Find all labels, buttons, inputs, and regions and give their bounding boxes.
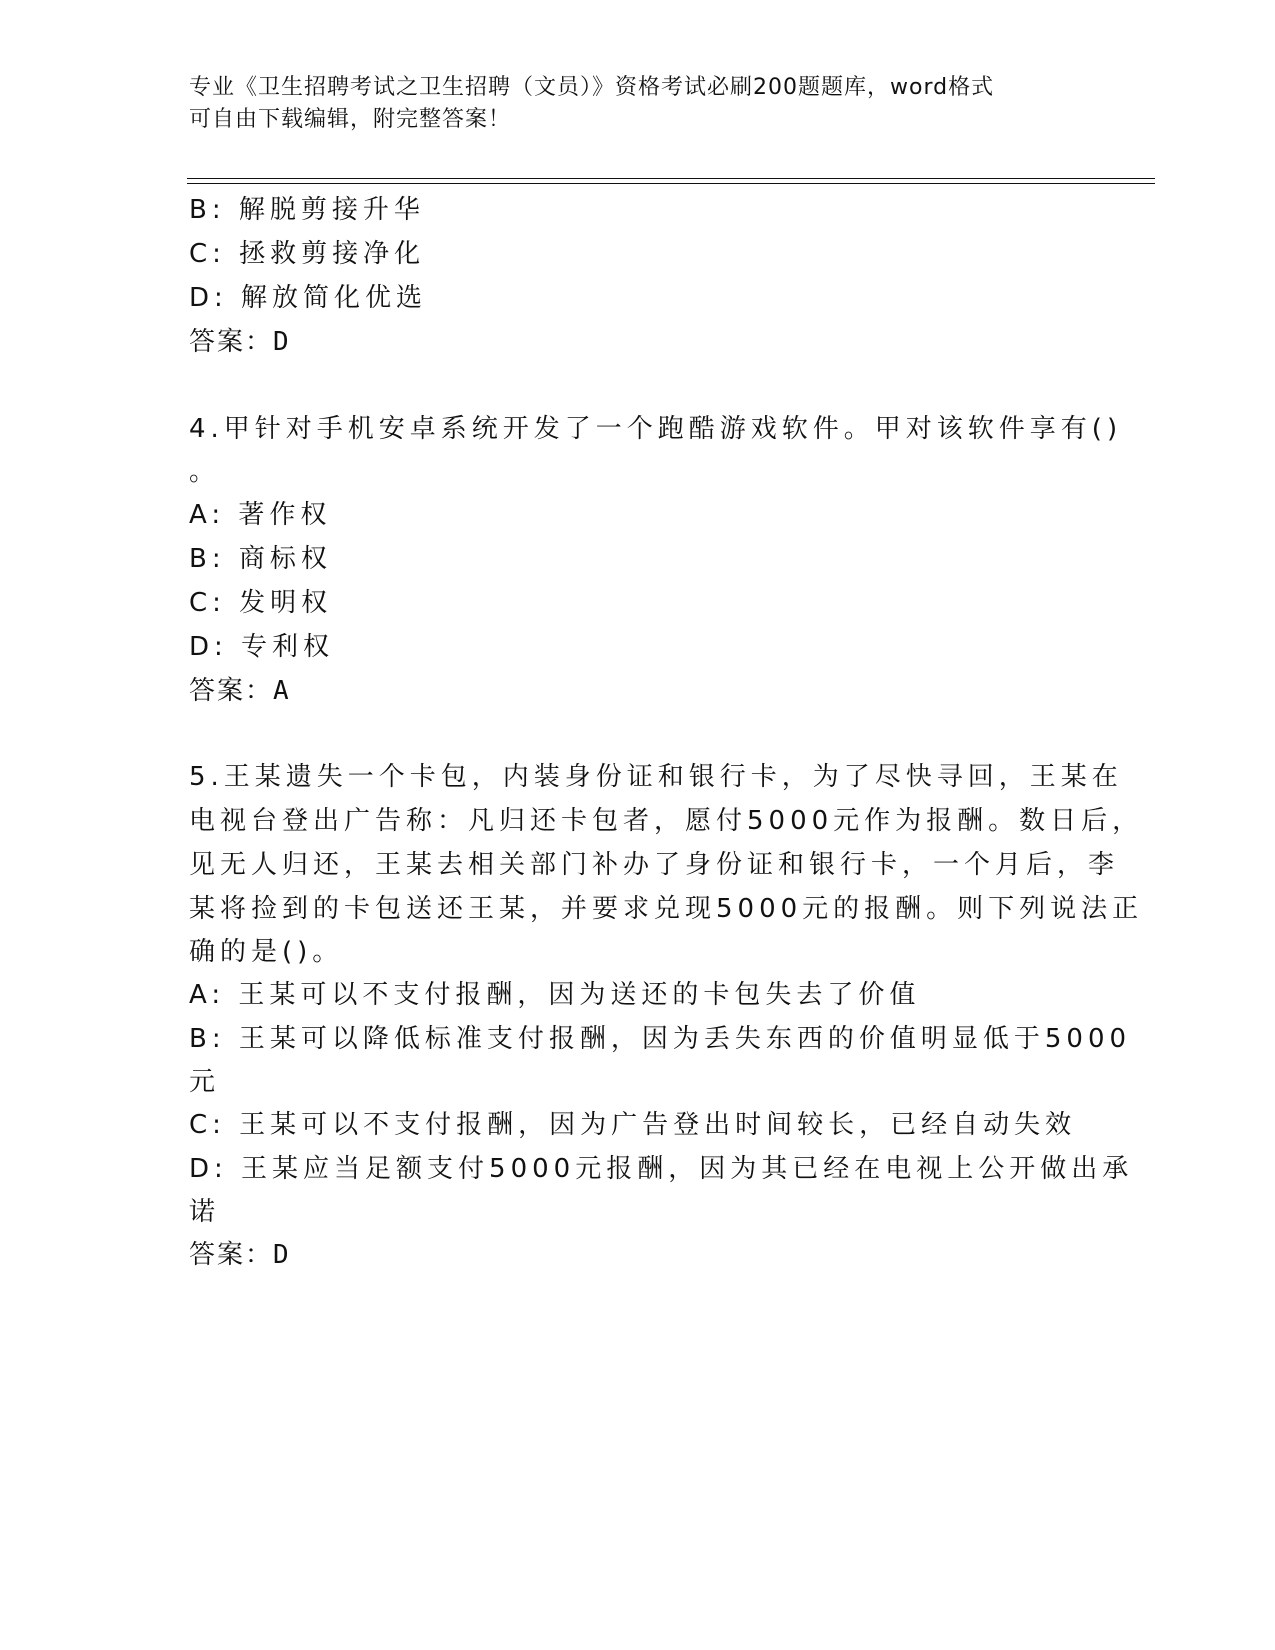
header-rule-bottom (187, 183, 1155, 184)
q3-option-b: B: 解脱剪接升华 (189, 195, 425, 225)
q3-answer-label: 答案： (189, 327, 274, 357)
q5-option-d-line-1: D: 王某应当足额支付5000元报酬，因为其已经在电视上公开做出承 (189, 1154, 1134, 1184)
q5-stem-line-5: 确的是()。 (189, 937, 344, 967)
q5-answer-value: D (273, 1240, 289, 1270)
q4-option-c: C: 发明权 (189, 588, 333, 618)
header-title-line-1: 专业《卫生招聘考试之卫生招聘（文员）》资格考试必刷200题题库，word格式 (189, 75, 995, 100)
q3-answer (189, 325, 1089, 359)
q4-answer (189, 674, 1089, 708)
header-title-line-2: 可自由下载编辑，附完整答案！ (189, 107, 512, 132)
q4-option-d: D: 专利权 (189, 632, 335, 662)
q4-answer-value: A (273, 676, 289, 706)
q3-option-c: C: 拯救剪接净化 (189, 239, 426, 269)
q5-stem-line-3: 见无人归还，王某去相关部门补办了身份证和银行卡，一个月后，李 (189, 850, 1120, 880)
q5-option-a: A: 王某可以不支付报酬，因为送还的卡包失去了价值 (189, 980, 921, 1010)
q5-answer-label: 答案： (189, 1240, 274, 1270)
document-header (189, 72, 1069, 136)
q4-option-b: B: 商标权 (189, 544, 332, 574)
q4-option-a: A: 著作权 (189, 500, 332, 530)
q5-option-c: C: 王某可以不支付报酬，因为广告登出时间较长，已经自动失效 (189, 1110, 1077, 1140)
q4-answer-label: 答案： (189, 676, 274, 706)
q3-option-d: D: 解放简化优选 (189, 283, 428, 313)
q4-stem-line-1: 4.甲针对手机安卓系统开发了一个跑酷游戏软件。甲对该软件享有() (189, 414, 1123, 444)
q5-option-b-line-2: 元 (189, 1067, 221, 1097)
q5-option-d-line-2: 诺 (189, 1197, 221, 1227)
q5-stem-line-1: 5.王某遗失一个卡包，内装身份证和银行卡，为了尽快寻回，王某在 (189, 762, 1123, 792)
header-rule-top (187, 178, 1155, 179)
q5-option-b-line-1: B: 王某可以降低标准支付报酬，因为丢失东西的价值明显低于5000 (189, 1024, 1132, 1054)
q4-stem-line-2: 。 (189, 457, 221, 487)
q3-answer-value: D (273, 327, 289, 357)
q5-answer (189, 1238, 1089, 1272)
q5-stem-line-2: 电视台登出广告称：凡归还卡包者，愿付5000元作为报酬。数日后， (189, 806, 1144, 836)
q5-stem-line-4: 某将捡到的卡包送还王某，并要求兑现5000元的报酬。则下列说法正 (189, 894, 1144, 924)
